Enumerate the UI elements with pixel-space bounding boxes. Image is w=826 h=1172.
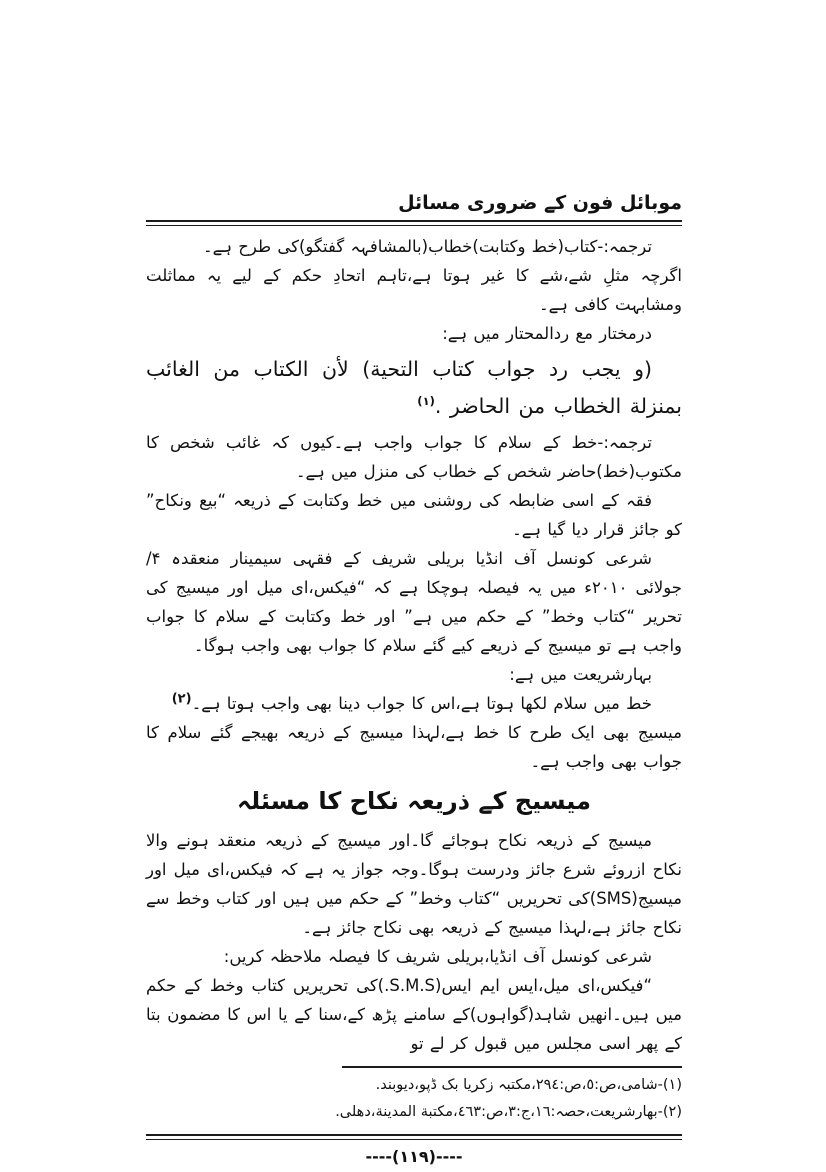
paragraph-bahar-shariat-quote [146,689,682,718]
paragraph-translation-1: ترجمہ:-کتاب(خط وکتابت)خطاب(بالمشافہہ گفتگو)کی طرح ہے۔ [203,237,652,256]
arabic-quote [146,351,682,425]
paragraph-bahar-shariat-intro: بہارشریعت میں ہے: [509,665,652,684]
paragraph-translation-2: ترجمہ:-خط کے سلام کا جواب واجب ہے۔کیوں کہ غائب شخص کا مکتوب(خط)حاضر شخص کے خطاب کی منزل میں ہے۔ [146,433,682,481]
paragraph-durr-mukhtar-intro: درمختار مع ردالمحتار میں ہے: [442,324,652,343]
footnote-2: (٢)-بهارشریعت،حصہ:١٦،ج:٣،ص:٤٦٣،مکتبة المدینة،دهلی. [335,1104,682,1120]
footnote-marker-2: (۲) [171,691,192,707]
footnote-divider-rule [342,1066,682,1068]
paragraph-fiqh-rule: فقہ کے اسی ضابطہ کی روشنی میں خط وکتابت کے ذریعہ “بیع ونکاح” کو جائز قرار دیا گیا ہے۔ [146,491,682,539]
header-double-rule [146,220,682,226]
paragraph-nikah-ruling: میسیج کے ذریعہ نکاح ہوجائے گا۔اور میسیج کے ذریعہ منعقد ہونے والا نکاح ازروئے شرع جائز ودرست ہوگا۔وجہ جواز یہ ہے کہ فیکس،ای میل اور میسیج(SMS)کی تحریریں “کتاب وخط” کے حکم میں ہیں اور کتاب وخط سے نکاح جائز ہے،لہذا میسیج کے ذریعہ بھی نکاح جائز ہے۔ [146,831,682,937]
running-header-title: موبائل فون کے ضروری مسائل [398,192,682,214]
paragraph-similarity-note: اگرچہ مثلِ شے،شے کا غیر ہوتا ہے،تاہم اتحادِ حکم کے لیے یہ مماثلت ومشابہت کافی ہے۔ [146,266,682,314]
paragraph-council-reference: شرعی کونسل آف انڈیا،بریلی شریف کا فیصلہ ملاحظہ کریں: [223,947,652,966]
arabic-quote-text: (و يجب رد جواب كتاب التحية) لأن الكتاب من الغائب بمنزلة الخطاب من الحاضر . [146,357,682,418]
bahar-shariat-quote-text: خط میں سلام لکھا ہوتا ہے،اس کا جواب دینا بھی واجب ہوتا ہے۔ [191,694,652,713]
footnote-1: (١)-شامی،ص:٥،ص:٢٩٤،مکتبہ زکریا بک ڈپو،دیوبند. [375,1077,682,1093]
footnote-marker-1: (۱) [417,394,435,409]
paragraph-council-verdict-quote: “فیکس،ای میل،ایس ایم ایس(S.M.S.)کی تحریریں کتاب وخط کے حکم میں ہیں۔انھیں شاہد(گواہوں)کے سامنے پڑھ کے،سنا کے یا اس کا مضمون بتا کے پھر اسی مجلس میں قبول کر لے تو [146,976,682,1053]
page-number: ----(۱۱۹)---- [365,1147,463,1166]
section-heading-nikah-via-message: میسیج کے ذریعہ نکاح کا مسئلہ [237,787,591,815]
paragraph-council-decision: شرعی کونسل آف انڈیا بریلی شریف کے فقہی سیمینار منعقدہ ۴/ جولائی ۲۰۱۰ء میں یہ فیصلہ ہوچکا ہے کہ “فیکس،ای میل اور میسیج کی تحریر “کتاب وخط” کے حکم میں ہے” اور خط وکتابت کے سلام کا جواب واجب ہے تو میسیج کے ذریعے کیے گئے سلام کا جواب بھی واجب ہوگا۔ [146,549,682,655]
page-content [146,188,682,1172]
paragraph-message-is-letter: میسیج بھی ایک طرح کا خط ہے،لہذا میسیج کے ذریعہ بھیجے گئے سلام کا جواب بھی واجب ہے۔ [146,723,682,771]
footer-double-rule [146,1134,682,1140]
